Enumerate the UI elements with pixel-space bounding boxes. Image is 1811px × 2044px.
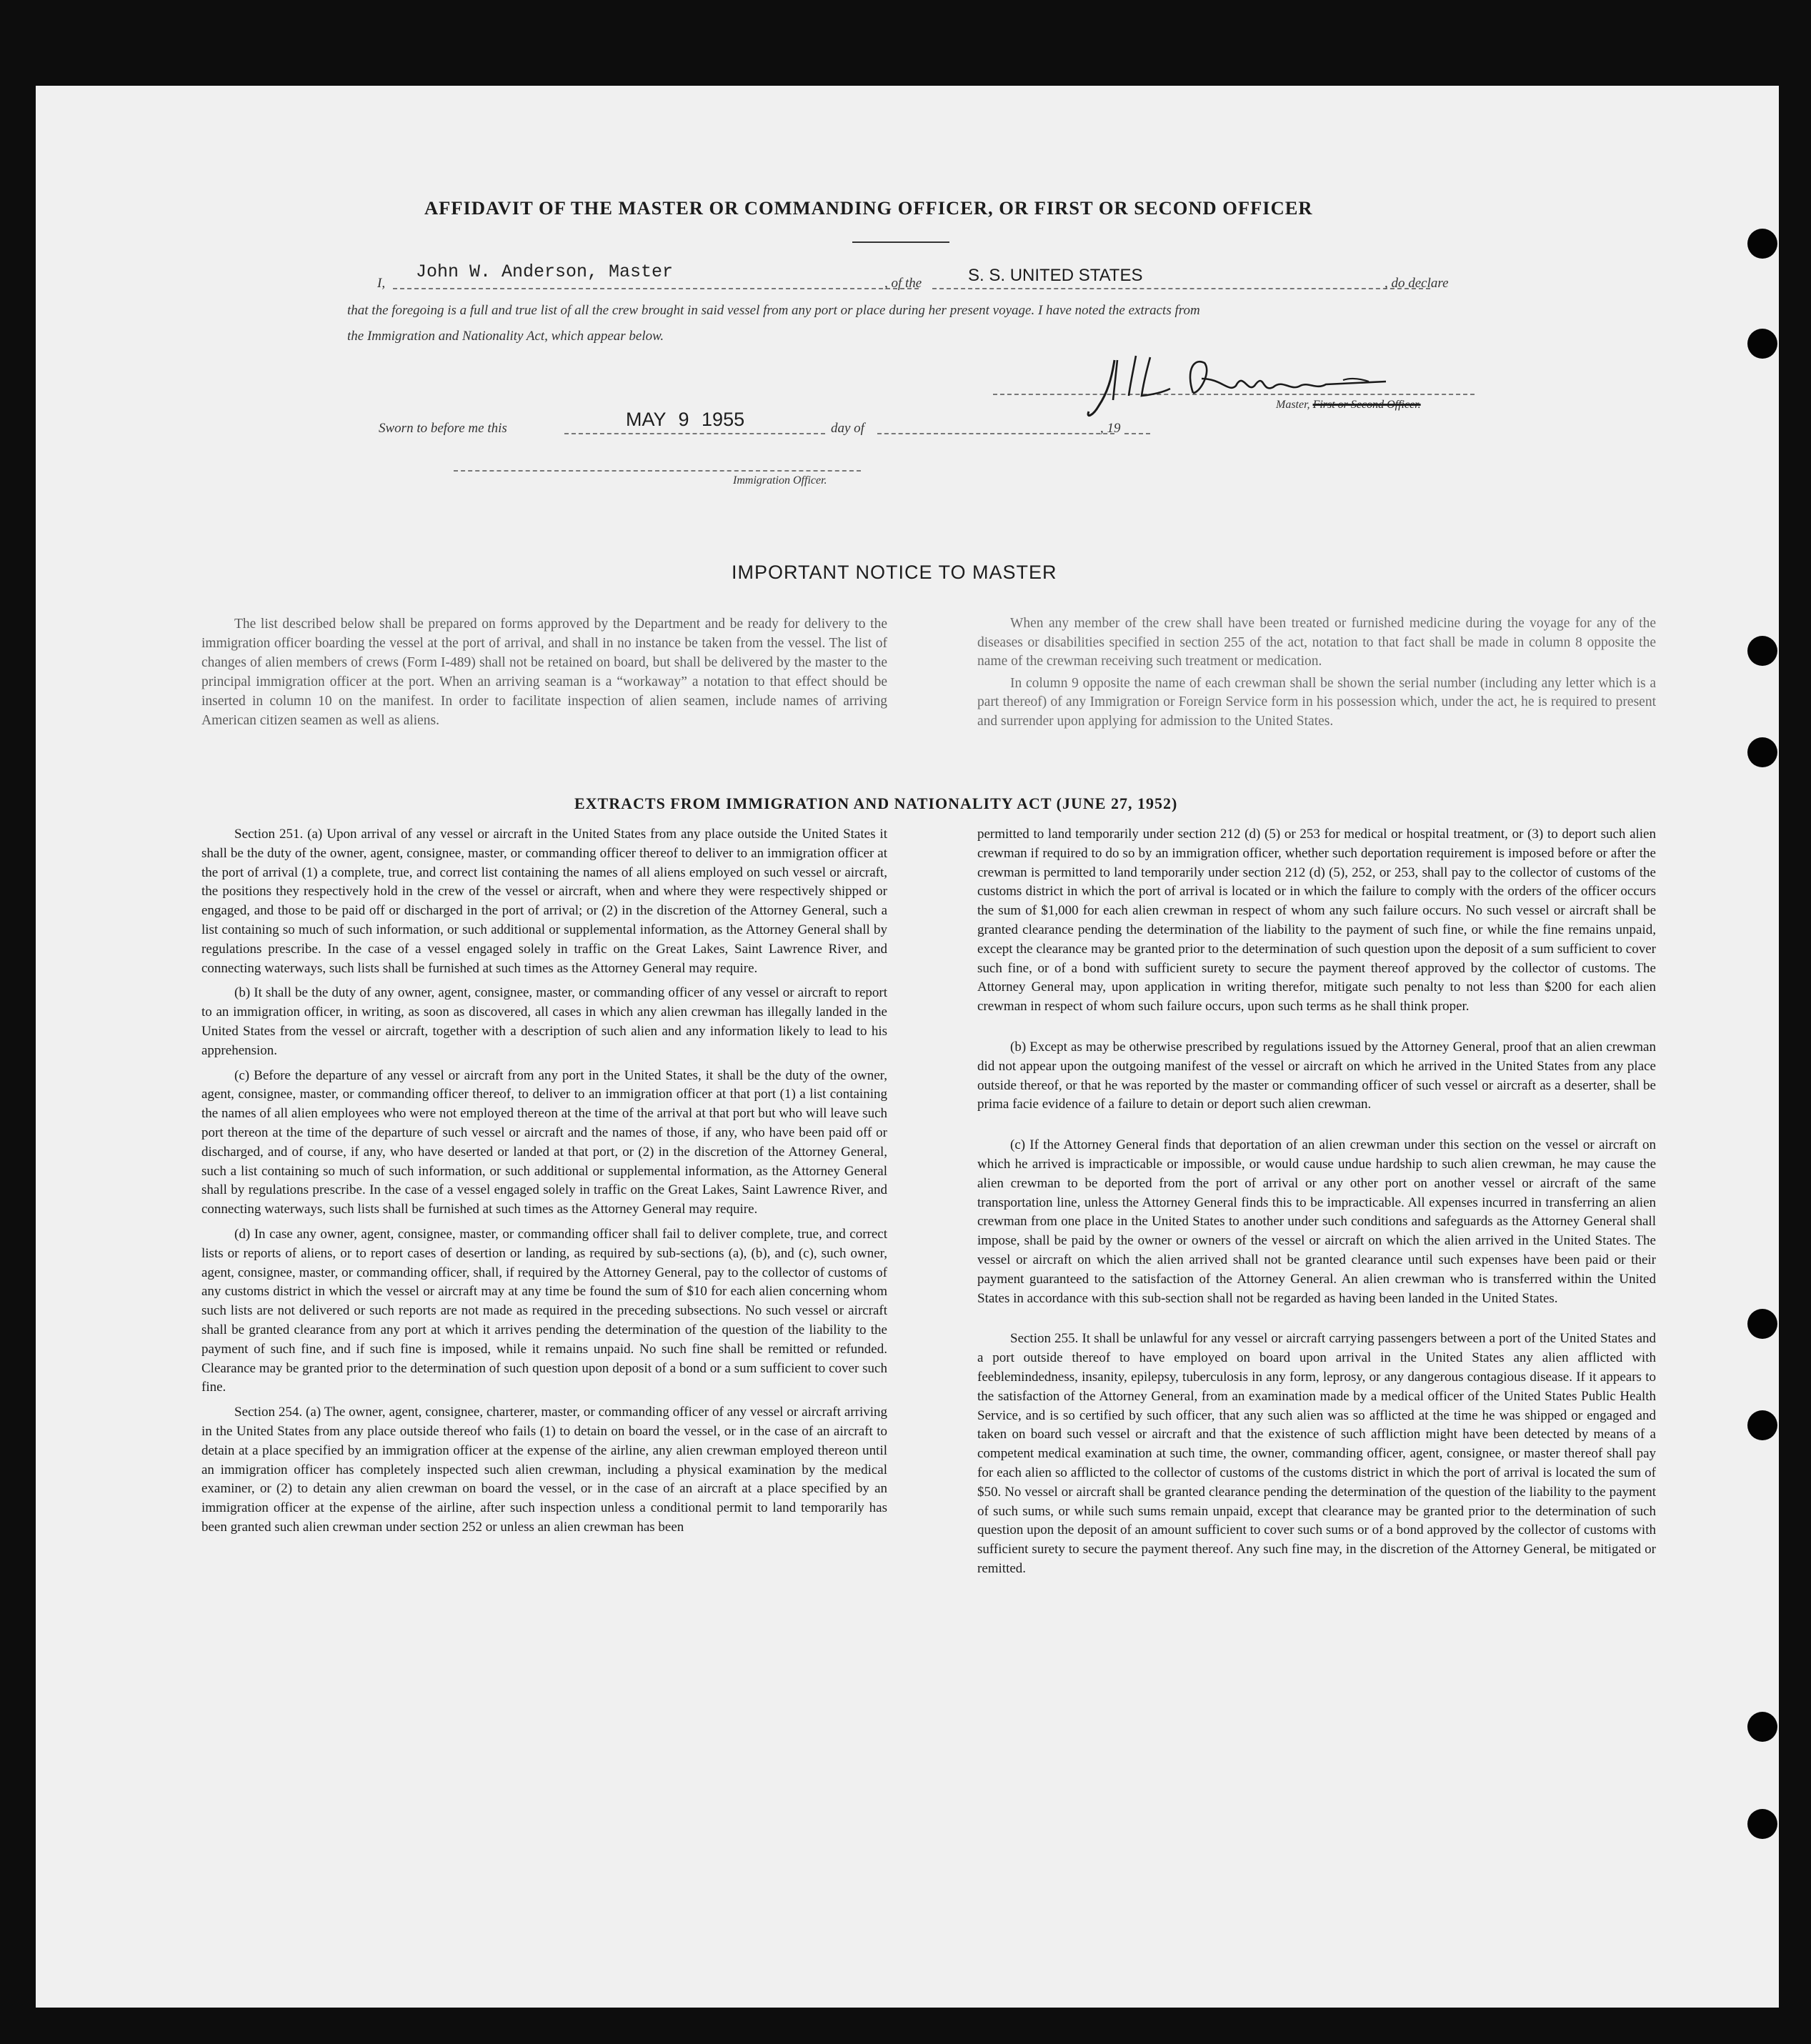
master-caption	[1276, 399, 1421, 412]
label-i: I,	[377, 276, 386, 291]
section-255: Section 255. It shall be unlawful for any vessel or aircraft carrying passengers between a port of the United States and a port outside thereof to have employed on board upon arrival in the United States any alien afflicted with feeblemindedness, insanity, epilepsy, tuberculosis in any form, leprosy, or any dangerous contagious disease. If it appears to the satisfaction of the Attorney General, from an examination made by a medical officer of the United States Public Health Service, and is so certified by such officer, that any such alien was so afflicted at the time he was shipped or engaged and taken on board such vessel or aircraft and that the existence of such affliction might have been detected by means of a competent medical examination at such time, the owner, commanding officer, agent, consignee, or master thereof shall pay for each alien so afflicted to the collector of customs of the customs district in which the port of arrival is located the sum of $50. No vessel or aircraft shall be granted clearance pending the determination of the question of the liability to the payment of such sums, or while such sums remain unpaid, except that clearance may be granted prior to the determination of such question upon the deposit of an amount sufficient to cover such sums or of a bond approved by the collector of customs with sufficient surety to secure the payment thereof. Any such fine may, in the discretion of the Attorney General, be mitigated or remitted.	[977, 1331, 1656, 1576]
notice-title: IMPORTANT NOTICE TO MASTER	[732, 562, 1057, 583]
notice-right-paragraph-2: In column 9 opposite the name of each crewman shall be shown the serial number (including any letter which is a part thereof) of any Immigration or Foreign Service form in his possession which, under the act, he is required to present and surrender upon applying for admission to the United States.	[977, 675, 1656, 729]
label-day-of: day of	[831, 421, 864, 436]
binder-hole	[1747, 636, 1777, 666]
sworn-date-stamp: MAY 9 1955	[626, 409, 745, 430]
struck-officer-caption: First or Second Officer.	[1312, 399, 1421, 411]
section-254-c: (c) If the Attorney General finds that deportation of an alien crewman under this section on the vessel or aircraft on which he arrived is impracticable or impossible, or would cause undue hardship to such alien crewman, he may cause the alien crewman to be deported from the port of arrival or any other port on another vessel or aircraft of the same transportation line, unless the Attorney General finds this to be impracticable. All expenses incurred in transferring an alien crewman from one place in the United States to another under such conditions and safeguards as the Attorney General shall impose, shall be paid by the owner or owners of the vessel or aircraft on which the alien arrived in the United States. The vessel or aircraft on which the alien arrived shall not be granted clearance until such expenses have been paid or their payment guaranteed to the satisfaction of the Attorney General. An alien crewman who is transferred within the United States in accordance with this sub-section shall not be regarded as having been landed in the United States.	[977, 1137, 1656, 1306]
section-251-b: (b) It shall be the duty of any owner, agent, consignee, master, or commanding officer of any vessel or aircraft to report to an immigration officer, in writing, as soon as discovered, all cases in which any alien crewman has illegally landed in the United States from the vessel or aircraft, together with a description of such alien and any information likely to lead to his apprehension.	[201, 985, 887, 1058]
binder-hole	[1747, 1712, 1777, 1742]
notice-left-column	[201, 614, 887, 739]
document-page	[36, 86, 1779, 2008]
binder-hole	[1747, 329, 1777, 359]
extracts-title: EXTRACTS FROM IMMIGRATION AND NATIONALITY ACT (JUNE 27, 1952)	[574, 794, 1178, 812]
sworn-day-line	[564, 433, 825, 434]
notice-right-paragraph-1: When any member of the crew shall have been treated or furnished medicine during the voyage for any of the diseases or disabilities specified in section 255 of the act, notation to that fact shall be made in column 8 opposite the name of the crewman receiving such treatment or medication.	[977, 616, 1656, 669]
section-254-continued: permitted to land temporarily under section 212 (d) (5) or 253 for medical or hospital treatment, or (3) to deport such alien crewman if required to do so by an immigration officer, whether such deportation requirement is imposed before or after the crewman is permitted to land temporarily under section 212 (d) (5), 252, or 253, shall pay to the collector of customs of the customs district in which the port of arrival is located or in which the failure to comply with the orders of the officer occurs the sum of $1,000 for each alien crewman in respect of whom any such failure occurs. No such vessel or aircraft shall be granted clearance pending the determination of the liability to the payment of such fine, or while the fine remains unpaid, except the clearance may be granted prior to the determination of such question upon the deposit of a sum sufficient to cover such fine, or of a bond with sufficient surety to secure the payment thereof approved by the collector of customs. The Attorney General may, upon application in writing therefor, mitigate such penalty to not less than $200 for each alien crewman in respect of whom such failure occurs, upon such terms as he shall think proper.	[977, 827, 1656, 1014]
label-do-declare: , do declare	[1385, 276, 1449, 291]
immigration-officer-caption: Immigration Officer.	[733, 474, 827, 487]
binder-hole	[1747, 229, 1777, 259]
month-line	[877, 433, 1114, 434]
label-of-the: , of the	[884, 276, 922, 291]
label-sworn: Sworn to before me this	[379, 421, 507, 436]
vessel-line	[932, 288, 1430, 289]
declarant-line	[393, 288, 919, 289]
year-line	[1124, 433, 1150, 434]
binder-hole	[1747, 1309, 1777, 1339]
statement-line-2: the Immigration and Nationality Act, which appear below.	[347, 329, 664, 344]
binder-hole	[1747, 1809, 1777, 1839]
extracts-right-column	[977, 825, 1656, 1579]
binder-hole	[1747, 1410, 1777, 1440]
master-caption-prefix: Master,	[1276, 399, 1310, 411]
section-251-d: (d) In case any owner, agent, consignee, master, or commanding officer shall fail to deliver complete, true, and correct lists or reports of aliens, or to report cases of desertion or landing, as required by sub-sections (a), (b), and (c), such owner, agent, consignee, master, or commanding officer, shall, if required by the Attorney General, pay to the collector of customs of any customs district in which the vessel or aircraft may at any time be found the sum of $10 for each alien concerning whom such lists are not delivered or such reports are not made as required in the preceding subsections. No such vessel or aircraft shall be granted clearance from any port at which it arrives pending the determination of the question of the liability to the payment of such fine, and if such fine is imposed, while it remains unpaid. No such fine shall be remitted or refunded. Clearance may be granted prior to the determination of such question upon deposit of a bond or a sum sufficient to cover such fine.	[201, 1226, 887, 1395]
notice-right-column	[977, 614, 1656, 739]
master-signature	[1086, 350, 1415, 429]
section-254-b: (b) Except as may be otherwise prescribed by regulations issued by the Attorney General, proof that an alien crewman did not appear upon the outgoing manifest of the vessel or aircraft on which he arrived in the United States from any place outside thereof, or that he was reported by the master or commanding officer of such vessel or aircraft as a deserter, shall be prima facie evidence of a failure to detain or deport such alien crewman.	[977, 1039, 1656, 1112]
title-rule	[852, 241, 949, 243]
notice-left-paragraph: The list described below shall be prepared on forms approved by the Department and be ready for delivery to the immigration officer boarding the vessel at the port of arrival, and shall in no instance be taken from the vessel. The list of changes of alien members of crews (Form I-489) shall not be retained on board, but shall be delivered by the master to the principal immigration officer at the port. When an arriving seaman is a “workaway” a notation to that effect should be inserted in column 10 on the manifest. In order to facilitate inspection of alien seamen, include names of arriving American citizen seamen as well as aliens.	[201, 617, 887, 728]
immigration-officer-line	[454, 470, 861, 472]
section-251-a: Section 251. (a) Upon arrival of any vessel or aircraft in the United States from any place outside the United States it shall be the duty of the owner, agent, consignee, master, or commanding officer thereof to deliver to an immigration officer at the port of arrival (1) a complete, true, and correct list containing the names of all aliens employed on such vessel or aircraft, the positions they respectively hold in the crew of the vessel or aircraft, when and where they were respectively shipped or engaged, and those to be paid off or discharged in the port of arrival; or (2) in the discretion of the Attorney General, such a list containing so much of such information, or such additional or supplemental information, as the Attorney General shall by regulations prescribe. In the case of a vessel engaged solely in traffic on the Great Lakes, Saint Lawrence River, and connecting waterways, such lists shall be furnished at such times as the Attorney General may require.	[201, 827, 887, 976]
label-year: , 19	[1100, 421, 1121, 436]
affidavit-title: AFFIDAVIT OF THE MASTER OR COMMANDING OFFICER, OR FIRST OR SECOND OFFICER	[424, 197, 1313, 219]
declarant-name: John W. Anderson, Master	[416, 261, 674, 282]
statement-line-1: that the foregoing is a full and true list of all the crew brought in said vessel from any port or place during her present voyage. I have noted the extracts from	[347, 303, 1200, 318]
section-251-c: (c) Before the departure of any vessel or aircraft from any port in the United States, it shall be the duty of the owner, agent, consignee, master, or commanding officer thereof, to deliver to an immigration officer at that port (1) a list containing the names of all alien employees who were not employed thereon at the time of the arrival at that port but who will leave such port thereon at the time of the departure of such vessel or aircraft and the names of those, if any, who have been paid off or discharged, and of course, if any, who have deserted or landed at that port, or (2) in the discretion of the Attorney General, such a list containing so much of such information, or such additional or supplemental information, as the Attorney General shall by regulations prescribe. In the case of a vessel engaged solely in traffic on the Great Lakes, Saint Lawrence River, and connecting waterways, such lists shall be furnished at such times as the Attorney General may require.	[201, 1067, 887, 1217]
vessel-name: S. S. UNITED STATES	[968, 266, 1143, 285]
binder-hole	[1747, 737, 1777, 767]
extracts-left-column	[201, 825, 887, 1537]
section-254-a: Section 254. (a) The owner, agent, consignee, charterer, master, or commanding officer of any vessel or aircraft arriving in the United States from any place outside thereof who fails (1) to detain on board the vessel, or in the case of an aircraft to detain at a place specified by an immigration officer at the expense of the airline, any alien crewman employed thereon until an immigration officer has completely inspected such alien crewman, including a physical examination by the medical examiner, or (2) to detain any alien crewman on board the vessel, or in the case of an aircraft at a place specified by an immigration officer at the expense of the airline, after such inspection unless a conditional permit to land temporarily has been granted such alien crewman under section 252 or unless an alien crewman has been	[201, 1405, 887, 1535]
